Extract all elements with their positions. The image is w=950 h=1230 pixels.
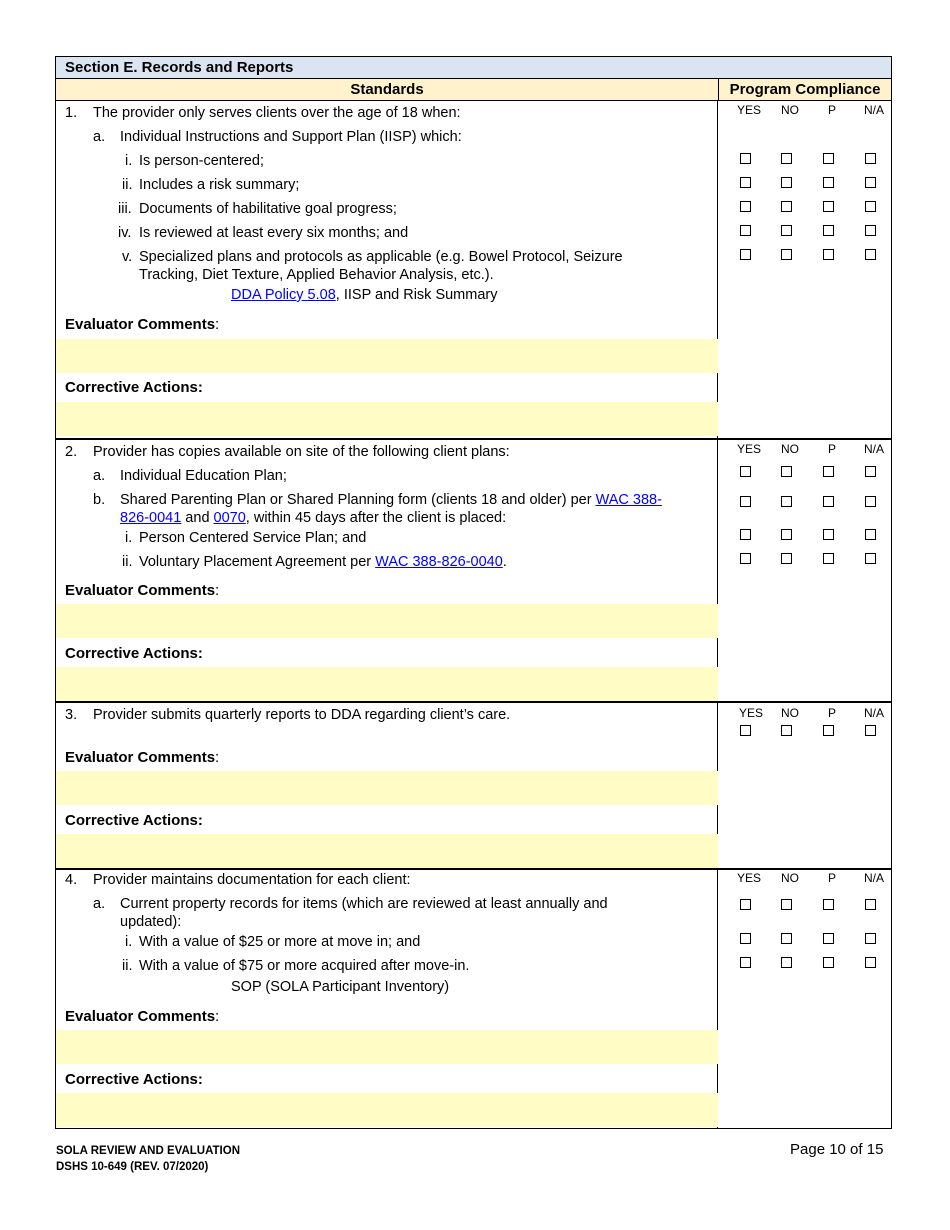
standards-header: Standards [56,79,719,100]
sub-number: iv. [118,225,132,241]
compliance-column: YES NO P N/A [718,870,891,1128]
dda-policy-link[interactable]: DDA Policy 5.08 [231,287,336,303]
sub-text: Includes a risk summary; [139,177,300,193]
checkbox-na[interactable] [865,466,876,477]
checkbox-no[interactable] [781,496,792,507]
item-number: 3. [65,707,78,723]
evaluator-comments-label: Evaluator Comments [65,582,216,599]
evaluator-comments-field[interactable] [56,604,718,638]
corrective-actions-label: Corrective Actions: [65,1071,203,1088]
corrective-actions-field[interactable] [56,667,718,701]
form-title: SOLA REVIEW AND EVALUATION [56,1145,240,1157]
checkbox-p[interactable] [823,529,834,540]
checkbox-no[interactable] [781,177,792,188]
checkbox-no[interactable] [781,529,792,540]
sub-text-continued: Tracking, Diet Texture, Applied Behavior Analysis, etc.). [139,267,494,283]
corrective-actions-field[interactable] [56,402,718,436]
checkbox-p[interactable] [823,725,834,736]
item-text: Provider has copies available on site of the following client plans: [93,444,510,460]
checkbox-p[interactable] [823,466,834,477]
corrective-actions-label: Corrective Actions: [65,645,203,662]
wac-0070-link[interactable]: 0070 [213,510,246,526]
wac-388-826-0040-link[interactable]: WAC 388-826-0040 [375,554,503,570]
checkbox-yes[interactable] [740,725,751,736]
checkbox-yes[interactable] [740,933,751,944]
checkbox-yes[interactable] [740,899,751,910]
checkbox-yes[interactable] [740,177,751,188]
checkbox-yes[interactable] [740,529,751,540]
checkbox-no[interactable] [781,249,792,260]
checkbox-no[interactable] [781,466,792,477]
checkbox-yes[interactable] [740,153,751,164]
checkbox-no[interactable] [781,201,792,212]
section-title: Section E. Records and Reports [56,57,891,79]
review-form [55,56,892,1129]
checkbox-yes[interactable] [740,496,751,507]
checkbox-yes[interactable] [740,466,751,477]
corrective-actions-label: Corrective Actions: [65,379,203,396]
item-number: 1. [65,105,78,121]
program-compliance-header: Program Compliance [729,81,881,98]
standard-block-3: 3. Provider submits quarterly reports to DDA regarding client’s care. Evaluator Comments: Corrective Actions: YES NO P N/A [56,703,891,870]
wac-388-826-0041-link-cont[interactable]: 826-0041 [120,510,182,526]
checkbox-na[interactable] [865,899,876,910]
checkbox-no[interactable] [781,957,792,968]
checkbox-p[interactable] [823,553,834,564]
checkbox-na[interactable] [865,529,876,540]
checkbox-no[interactable] [781,725,792,736]
checkbox-yes[interactable] [740,553,751,564]
column-header-row [56,79,891,101]
sub-text: Is reviewed at least every six months; and [139,225,409,241]
corrective-actions-label: Corrective Actions: [65,812,203,829]
sub-number: ii. [122,177,133,193]
checkbox-p[interactable] [823,225,834,236]
checkbox-na[interactable] [865,177,876,188]
corrective-actions-field[interactable] [56,834,718,868]
corrective-actions-field[interactable] [56,1093,718,1127]
checkbox-no[interactable] [781,899,792,910]
checkbox-p[interactable] [823,201,834,212]
checkbox-na[interactable] [865,249,876,260]
checkbox-na[interactable] [865,553,876,564]
sub-number: v. [122,249,133,265]
sub-text: Individual Instructions and Support Plan (IISP) which: [120,129,462,145]
checkbox-yes[interactable] [740,957,751,968]
checkbox-p[interactable] [823,957,834,968]
checkbox-p[interactable] [823,899,834,910]
standard-block-4: 4. Provider maintains documentation for each client: a. Current property records for items (which are reviewed at least annually and updated): i. With a value of $25 or more at move in; and ii. With a value of $75 or more acquired after move-in. SOP (SOLA Participant Inventory) Evaluator Comments: Corrective Actions: YES NO P N/A [56,870,891,1128]
item-number: 2. [65,444,78,460]
evaluator-comments-label: Evaluator Comments [65,316,216,333]
item-text: Provider maintains documentation for each client: [93,872,411,888]
checkbox-na[interactable] [865,153,876,164]
item-text: Provider submits quarterly reports to DDA regarding client’s care. [93,707,511,723]
checkbox-p[interactable] [823,153,834,164]
evaluator-comments-label: Evaluator Comments [65,749,216,766]
compliance-column: YES NO P N/A [718,101,891,438]
compliance-column: YES NO P N/A [718,440,891,701]
sub-number: iii. [118,201,132,217]
checkbox-na[interactable] [865,201,876,212]
standard-block-1: 1. The provider only serves clients over the age of 18 when: a. Individual Instructions and Support Plan (IISP) which: i. Is person-centered; ii. Includes a risk summary; iii. Documents of habilitative goal progress; iv. Is reviewed at least every six months; and v. Specialized plans and protocols as applicable (e.g. Bowel Protocol, Seizure Tracking, Diet Texture, Applied Behavior Analysis, etc.). DDA Policy 5.08, IISP and Risk Summary Evaluator Comments: Corrective Actions: YES NO P N/A [56,101,891,440]
checkbox-no[interactable] [781,153,792,164]
checkbox-p[interactable] [823,496,834,507]
checkbox-na[interactable] [865,496,876,507]
reference-text: , IISP and Risk Summary [335,287,498,303]
sub-number: i. [125,153,133,169]
sub-text: Documents of habilitative goal progress; [139,201,397,217]
reference-text: SOP (SOLA Participant Inventory) [231,979,450,995]
checkbox-p[interactable] [823,249,834,260]
evaluator-comments-field[interactable] [56,339,718,373]
checkbox-no[interactable] [781,225,792,236]
form-footer [56,1143,240,1175]
sub-text: Specialized plans and protocols as applicable (e.g. Bowel Protocol, Seizure [139,249,623,265]
checkbox-na[interactable] [865,225,876,236]
checkbox-na[interactable] [865,725,876,736]
sub-number: a. [93,129,106,145]
evaluator-comments-label: Evaluator Comments [65,1008,216,1025]
evaluator-comments-field[interactable] [56,771,718,805]
item-number: 4. [65,872,78,888]
page-number: Page 10 of 15 [790,1141,884,1158]
compliance-column: YES NO P N/A [718,703,891,868]
checkbox-yes[interactable] [740,249,751,260]
checkbox-na[interactable] [865,933,876,944]
item-text: The provider only serves clients over the age of 18 when: [93,105,461,121]
checkbox-yes[interactable] [740,225,751,236]
checkbox-p[interactable] [823,177,834,188]
checkbox-na[interactable] [865,957,876,968]
checkbox-no[interactable] [781,553,792,564]
wac-388-826-0041-link[interactable]: WAC 388- [595,492,662,508]
checkbox-no[interactable] [781,933,792,944]
standard-block-2: 2. Provider has copies available on site of the following client plans: a. Individual Education Plan; b. Shared Parenting Plan or Shared Planning form (clients 18 and older) per WAC 388- 826-0041 and 0070, within 45 days after the client is placed: i. Person Centered Service Plan; and ii. Voluntary Placement Agreement per WAC 388-826-0040. Evaluator Comments: Corrective Actions: YES NO P N/A [56,440,891,703]
sub-text: Is person-centered; [139,153,264,169]
checkbox-p[interactable] [823,933,834,944]
checkbox-yes[interactable] [740,201,751,212]
evaluator-comments-field[interactable] [56,1030,718,1064]
form-number: DSHS 10-649 (REV. 07/2020) [56,1161,209,1173]
